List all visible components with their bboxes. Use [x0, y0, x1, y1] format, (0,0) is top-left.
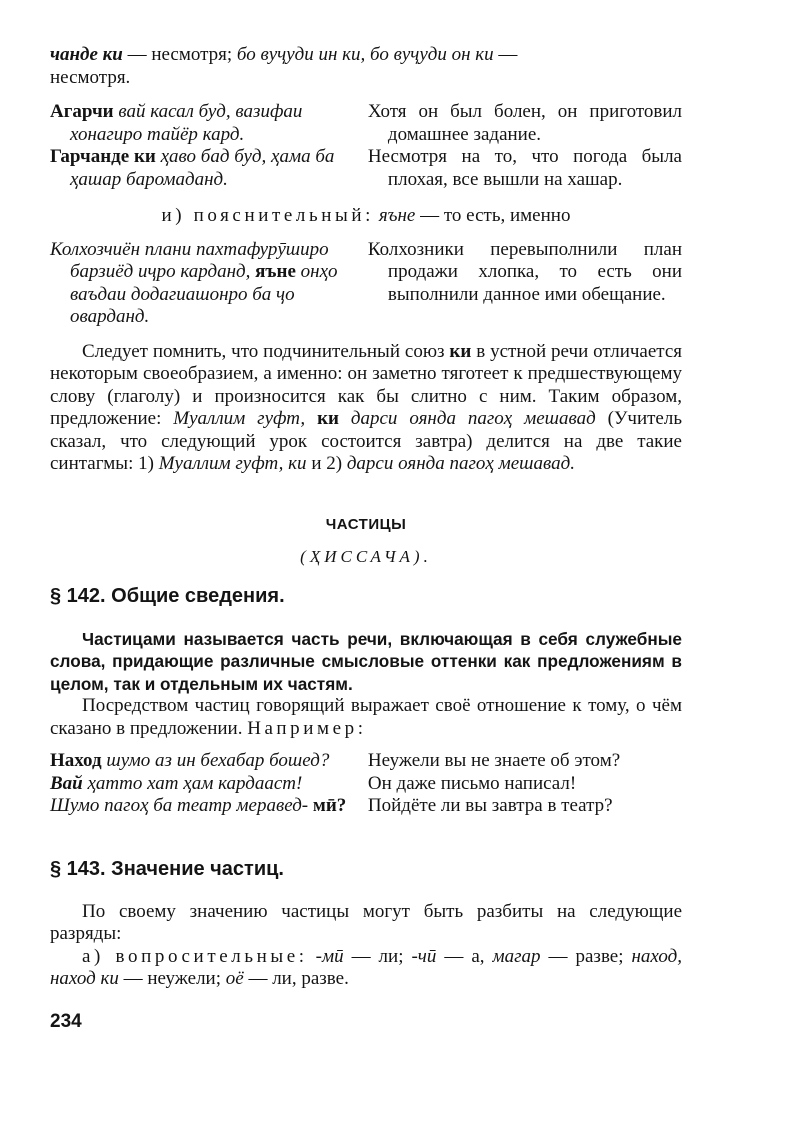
top-line-2: несмотря. [50, 66, 131, 88]
example-row [50, 773, 682, 796]
example-russian: Пойдёте ли вы завтра в театр? [367, 795, 613, 816]
paragraph-ki: Следует помнить, что подчинительный союз ки в устной речи отличается некоторым своеобразием, а именно: он заметно тяготеет к предшествующему слову (глаголу) и произносится как бы слитно с ним. Таким образом, предложение: Муаллим гуфт, ки дарси оянда пагоҳ мешавад (Учитель сказал, что следующий урок состоится завтра) делится на две такие синтагмы: 1) Муаллим гуфт, ки и 2) дарси оянда пагоҳ мешавад. [50, 340, 683, 474]
example-tajik: Агарчи вай касал буд, вазифаи хонагиро тайёр кард. [50, 101, 303, 145]
category-interrogative: а) вопросительные: -мӣ — ли; -чӣ — а, магар — разве; наход, наход ки — неужели; оё — ли, разве. [50, 945, 682, 989]
example-row [50, 239, 682, 329]
top-line-1: чанде ки — несмотря; бо вуҷуди ин ки, бо вуҷуди он ки — [50, 44, 518, 65]
part-subheading: (ҲИССАЧА). [300, 547, 432, 566]
section-143-title: § 143. Значение частиц. [50, 857, 284, 880]
part-heading: ЧАСТИЦЫ [325, 515, 407, 533]
example-tajik: Шумо пагоҳ ба театр меравед- мӣ? [50, 795, 347, 816]
page-number: 234 [50, 1010, 82, 1032]
paragraph-categories: По своему значению частицы могут быть разбиты на следующие разряды: [50, 900, 682, 944]
examples-particles [50, 750, 682, 818]
example-russian: Несмотря на то, что погода была плохая, все вышли на хашар. [367, 146, 682, 190]
example-tajik: Наход шумо аз ин бехабар бошед? [50, 750, 330, 771]
example-russian: Он даже письмо написал! [367, 772, 577, 794]
example-tajik: Вай ҳатто хат ҳам кардааст! [50, 772, 303, 794]
example-russian: Хотя он был болен, он приготовил домашнее задание. [367, 101, 682, 145]
section-142-title: § 142. Общие сведения. [50, 584, 285, 607]
example-row [50, 146, 682, 191]
examples-concessive [50, 101, 682, 191]
example-tajik: Колхозчиён плани пахтафурӯширо барзиёд иҷро карданд, яъне онҳо ваъдаи додагиашонро ба ҷо оварданд. [50, 238, 338, 327]
paragraph-expresses: Посредством частиц говорящий выражает своё отношение к тому, о чём сказано в предложении. Например: [50, 695, 682, 739]
definition-paragraph: Частицами называется часть речи, включающая в себя служебные слова, придающие различные смысловые оттенки как предложениям в целом, так и отдельным их частям. [50, 628, 682, 694]
example-russian: Колхозники перевыполнили план продажи хлопка, то есть они выполнили данное ими обещание. [367, 238, 682, 305]
top-term: чанде ки [50, 44, 123, 65]
explanatory-heading: и) пояснительный: яъне — то есть, именно [161, 205, 571, 226]
example-tajik: Гарчанде ки ҳаво бад буд, ҳама ба ҳашар баромаданд. [50, 146, 335, 190]
example-row [50, 750, 682, 773]
page-body [50, 44, 682, 1033]
example-row [50, 101, 682, 146]
example-russian: Неужели вы не знаете об этом? [367, 750, 621, 771]
example-row [50, 795, 682, 818]
